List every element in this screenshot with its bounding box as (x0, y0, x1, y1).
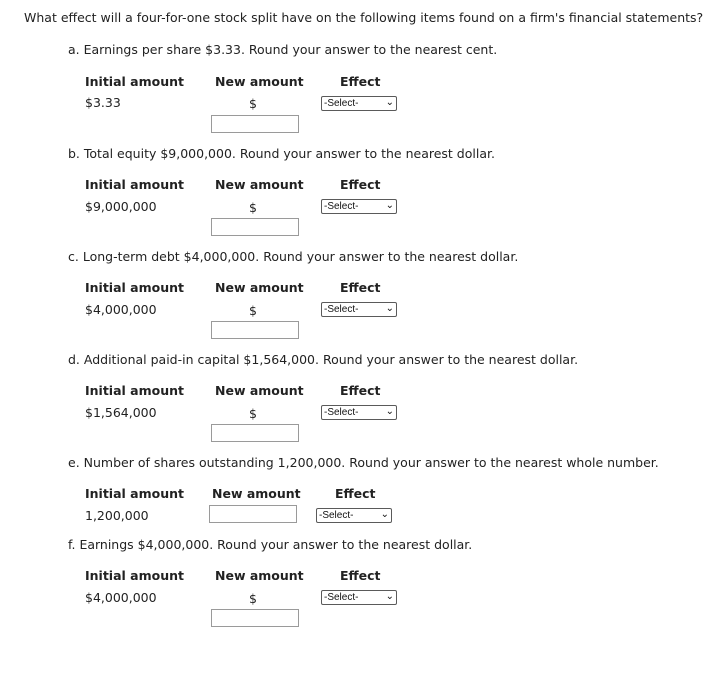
chevron-down-icon: ⌄ (385, 591, 394, 602)
question-text: What effect will a four-for-one stock split have on the following items found on a firm's financial statements? (24, 10, 704, 25)
part-c-initial-value: $4,000,000 (85, 302, 157, 317)
effect-header: Effect (340, 280, 381, 295)
part-f-new-amount-input[interactable] (211, 609, 299, 627)
part-d-effect-select[interactable] (321, 405, 397, 420)
effect-header: Effect (340, 177, 381, 192)
effect-header: Effect (335, 486, 376, 501)
chevron-down-icon: ⌄ (385, 200, 394, 211)
part-b-effect-select[interactable] (321, 199, 397, 214)
new-amount-header: New amount (215, 177, 304, 192)
effect-header: Effect (340, 568, 381, 583)
initial-amount-header: Initial amount (85, 568, 184, 583)
part-d-new-amount-input[interactable] (211, 424, 299, 442)
part-b-effect-value: -Select- (324, 201, 359, 212)
initial-amount-header: Initial amount (85, 177, 184, 192)
chevron-down-icon: ⌄ (380, 509, 389, 520)
part-c-effect-value: -Select- (324, 304, 359, 315)
effect-header: Effect (340, 74, 381, 89)
part-e-effect-value: -Select- (319, 510, 354, 521)
part-a-effect-select[interactable] (321, 96, 397, 111)
part-c-effect-select[interactable] (321, 302, 397, 317)
new-amount-header: New amount (215, 280, 304, 295)
part-e-new-amount-input[interactable] (209, 505, 297, 523)
chevron-down-icon: ⌄ (385, 406, 394, 417)
new-amount-header: New amount (215, 568, 304, 583)
initial-amount-header: Initial amount (85, 383, 184, 398)
part-f-effect-select[interactable] (321, 590, 397, 605)
part-e-initial-value: 1,200,000 (85, 508, 149, 523)
initial-amount-header: Initial amount (85, 74, 184, 89)
part-e-label: e. Number of shares outstanding 1,200,000. Round your answer to the nearest whole number. (68, 455, 659, 470)
part-b-label: b. Total equity $9,000,000. Round your answer to the nearest dollar. (68, 146, 495, 161)
part-b-new-amount-input[interactable] (211, 218, 299, 236)
part-f-effect-value: -Select- (324, 592, 359, 603)
part-b-currency: $ (249, 200, 257, 215)
chevron-down-icon: ⌄ (385, 97, 394, 108)
part-c-currency: $ (249, 303, 257, 318)
part-d-initial-value: $1,564,000 (85, 405, 157, 420)
new-amount-header: New amount (215, 74, 304, 89)
part-a-currency: $ (249, 96, 257, 111)
part-c-new-amount-input[interactable] (211, 321, 299, 339)
part-d-label: d. Additional paid-in capital $1,564,000. Round your answer to the nearest dollar. (68, 352, 579, 367)
part-a-effect-value: -Select- (324, 98, 359, 109)
part-f-currency: $ (249, 591, 257, 606)
effect-header: Effect (340, 383, 381, 398)
part-c-label: c. Long-term debt $4,000,000. Round your answer to the nearest dollar. (68, 249, 519, 264)
part-a-label: a. Earnings per share $3.33. Round your answer to the nearest cent. (68, 42, 498, 57)
initial-amount-header: Initial amount (85, 280, 184, 295)
new-amount-header: New amount (215, 383, 304, 398)
initial-amount-header: Initial amount (85, 486, 184, 501)
part-b-initial-value: $9,000,000 (85, 199, 157, 214)
chevron-down-icon: ⌄ (385, 303, 394, 314)
new-amount-header: New amount (212, 486, 301, 501)
part-d-currency: $ (249, 406, 257, 421)
part-f-initial-value: $4,000,000 (85, 590, 157, 605)
part-d-effect-value: -Select- (324, 407, 359, 418)
part-e-effect-select[interactable] (316, 508, 392, 523)
part-f-label: f. Earnings $4,000,000. Round your answer to the nearest dollar. (68, 537, 473, 552)
part-a-new-amount-input[interactable] (211, 115, 299, 133)
part-a-initial-value: $3.33 (85, 95, 121, 110)
